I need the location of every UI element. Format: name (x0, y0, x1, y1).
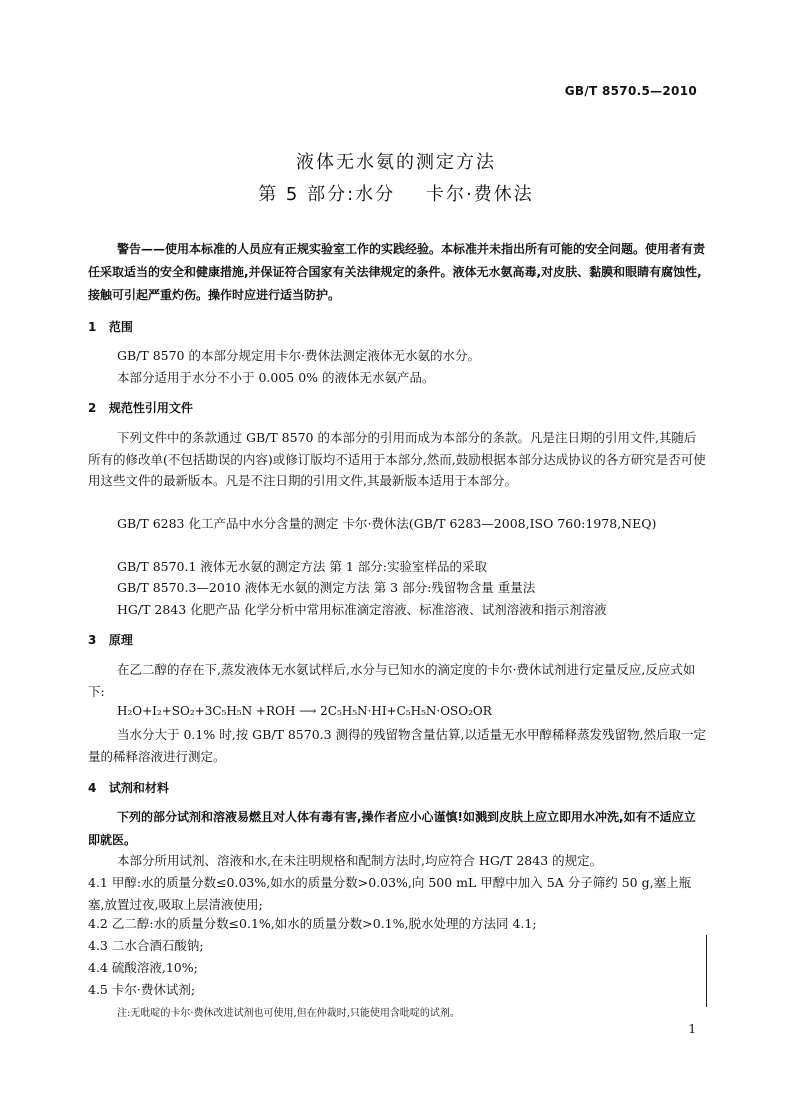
document-title: 液体无水氨的测定方法 (296, 152, 496, 173)
scope-line-1: GB/T 8570 的本部分规定用卡尔·费休法测定液体无水氨的水分。 (117, 348, 480, 363)
section-heading-scope: 1 范围 (88, 320, 133, 334)
scope-line-2: 本部分适用于水分不小于 0.005 0% 的液体无水氨产品。 (117, 370, 435, 385)
section-heading-references: 2 规范性引用文件 (88, 401, 193, 415)
reagent-item-4-1: 4.1 甲醇:水的质量分数≤0.03%,如水的质量分数>0.03%,向 500 mL 甲醇中加入 5A 分子筛约 50 g,塞上瓶塞,放置过夜,吸取上层清液使用; (88, 875, 692, 912)
reagents-intro: 本部分所用试剂、溶液和水,在未注明规格和配制方法时,均应符合 HG/T 2843 的规定。 (117, 853, 603, 868)
page-number: 1 (688, 1022, 696, 1036)
reagent-item-4-5: 4.5 卡尔·费休试剂; (88, 982, 196, 997)
standard-number: GB/T 8570.5—2010 (564, 84, 697, 98)
document-subtitle: 第 5 部分:水分 卡尔·费休法 (258, 184, 534, 205)
reference-gbt-6283: GB/T 6283 化工产品中水分含量的测定 卡尔·费休法(GB/T 6283—2008,ISO 760:1978,NEQ) (117, 516, 657, 531)
references-intro: 下列文件中的条款通过 GB/T 8570 的本部分的引用而成为本部分的条款。凡是注日期的引用文件,其随后所有的修改单(不包括勘误的内容)或修订版均不适用于本部分,然而,鼓励根据本部分达成协议的各方研究是否可使用这些文件的最新版本。凡是不注日期的引用文件,其最新版本适用于本部分。 (88, 430, 706, 488)
reagent-item-4-4: 4.4 硫酸溶液,10%; (88, 960, 198, 975)
reference-gbt-8570-1: GB/T 8570.1 液体无水氨的测定方法 第 1 部分:实验室样品的采取 (117, 559, 487, 574)
principle-note: 当水分大于 0.1% 时,按 GB/T 8570.3 测得的残留物含量估算,以适量无水甲醇稀释蒸发残留物,然后取一定量的稀释溶液进行测定。 (88, 727, 707, 764)
reagent-item-4-3: 4.3 二水合酒石酸钠; (88, 938, 204, 953)
safety-warning: 警告——使用本标准的人员应有正规实验室工作的实践经验。本标准并未指出所有可能的安全问题。使用者有责任采取适当的安全和健康措施,并保证符合国家有关法律规定的条件。液体无水氨高毒,对皮肤、黏膜和眼睛有腐蚀性,接触可引起严重灼伤。操作时应进行适当防护。 (88, 242, 706, 302)
reagent-item-4-2: 4.2 乙二醇:水的质量分数≤0.1%,如水的质量分数>0.1%,脱水处理的方法同 4.1; (88, 916, 537, 931)
section-heading-reagents: 4 试剂和材料 (88, 781, 169, 795)
reference-gbt-8570-3: GB/T 8570.3—2010 液体无水氨的测定方法 第 3 部分:残留物含量 重量法 (117, 580, 536, 595)
reagent-note: 注:无吡啶的卡尔·费休改进试剂也可使用,但在仲裁时,只能使用含吡啶的试剂。 (117, 1008, 460, 1019)
reference-hgt-2843: HG/T 2843 化肥产品 化学分析中常用标准滴定溶液、标准溶液、试剂溶液和指示剂溶液 (117, 602, 607, 617)
section-heading-principle: 3 原理 (88, 633, 133, 647)
reagent-safety-warning: 下列的部分试剂和溶液易燃且对人体有毒有害,操作者应小心谨慎!如溅到皮肤上应立即用水冲洗,如有不适应立即就医。 (88, 810, 696, 847)
reaction-equation: H₂O+I₂+SO₂+3C₅H₅N +ROH ⟶ 2C₅H₅N·HI+C₅H₅N·OSO₂OR (117, 704, 492, 718)
principle-paragraph: 在乙二醇的存在下,蒸发液体无水氨试样后,水分与已知水的滴定度的卡尔·费休试剂进行定量反应,反应式如下: (88, 662, 696, 699)
change-bar (706, 935, 707, 1007)
